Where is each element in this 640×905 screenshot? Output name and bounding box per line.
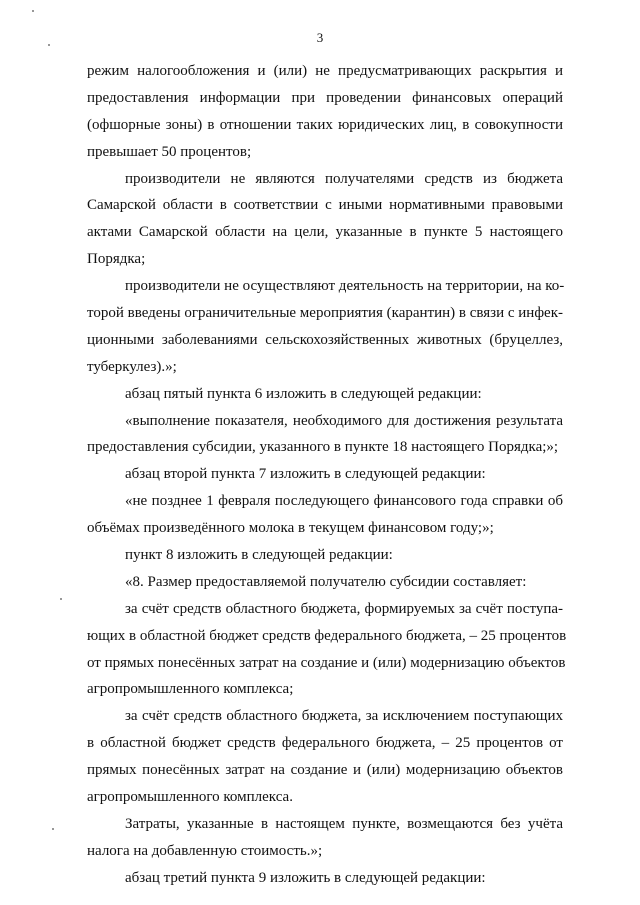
text-line: абзац второй пункта 7 изложить в следующей редакции: bbox=[125, 466, 486, 483]
text-line: режим налогообложения и (или) не предусматривающих раскрытия и bbox=[87, 63, 563, 79]
text-line: за счёт средств областного бюджета, за исключением поступающих bbox=[125, 708, 563, 725]
scan-speck bbox=[60, 598, 62, 600]
text-line: Затраты, указанные в настоящем пункте, возмещаются без учёта bbox=[125, 815, 563, 832]
text-line: пункт 8 изложить в следующей редакции: bbox=[125, 547, 393, 564]
text-line: «8. Размер предоставляемой получателю субсидии составляет: bbox=[125, 573, 527, 590]
text-line: «выполнение показателя, необходимого для достижения результата bbox=[125, 412, 563, 429]
text-line: ционными заболеваниями сельскохозяйственных животных (бруцеллез, bbox=[87, 331, 563, 348]
text-line: Порядка; bbox=[87, 251, 146, 268]
text-line: налога на добавленную стоимость.»; bbox=[87, 842, 323, 859]
text-line: агропромышленного комплекса. bbox=[87, 789, 293, 806]
text-line: туберкулез).»; bbox=[87, 358, 177, 375]
text-line: предоставления информации при проведении финансовых операций bbox=[87, 89, 563, 106]
text-line: агропромышленного комплекса; bbox=[87, 681, 294, 698]
text-line: предоставления субсидии, указанного в пункте 18 настоящего Порядка;»; bbox=[87, 439, 559, 456]
text-line: абзац третий пункта 9 изложить в следующей редакции: bbox=[125, 869, 486, 886]
page-number: 3 bbox=[316, 30, 324, 45]
text-line: актами Самарской области на цели, указанные в пункте 5 настоящего bbox=[87, 224, 563, 241]
text-line: торой введены ограничительные мероприятия (карантин) в связи с инфек- bbox=[87, 305, 563, 322]
scan-speck bbox=[32, 10, 34, 12]
text-line: прямых понесённых затрат на создание и (или) модернизацию объектов bbox=[87, 762, 563, 779]
text-line: производители не осуществляют деятельность на территории, на ко- bbox=[125, 278, 565, 295]
text-line: превышает 50 процентов; bbox=[87, 143, 252, 160]
text-line: ющих в областной бюджет средств федерального бюджета, – 25 процентов bbox=[87, 627, 567, 644]
text-line: «не позднее 1 февраля последующего финансового года справки об bbox=[125, 493, 563, 510]
text-line: Самарской области в соответствии с иными нормативными правовыми bbox=[87, 197, 563, 214]
text-line: за счёт средств областного бюджета, формируемых за счёт поступа- bbox=[125, 600, 563, 617]
scan-speck bbox=[48, 44, 50, 46]
text-line: объёмах произведённого молока в текущем финансовом году;»; bbox=[87, 520, 494, 537]
text-line: от прямых понесённых затрат на создание и (или) модернизацию объектов bbox=[87, 654, 566, 671]
text-line: производители не являются получателями средств из бюджета bbox=[125, 170, 563, 187]
text-line: абзац пятый пункта 6 изложить в следующей редакции: bbox=[125, 385, 482, 402]
text-line: в областной бюджет средств федерального бюджета, – 25 процентов от bbox=[87, 735, 563, 752]
text-line: (офшорные зоны) в отношении таких юридических лиц, в совокупности bbox=[87, 116, 563, 133]
scan-speck bbox=[52, 828, 54, 830]
document-body bbox=[87, 58, 567, 892]
